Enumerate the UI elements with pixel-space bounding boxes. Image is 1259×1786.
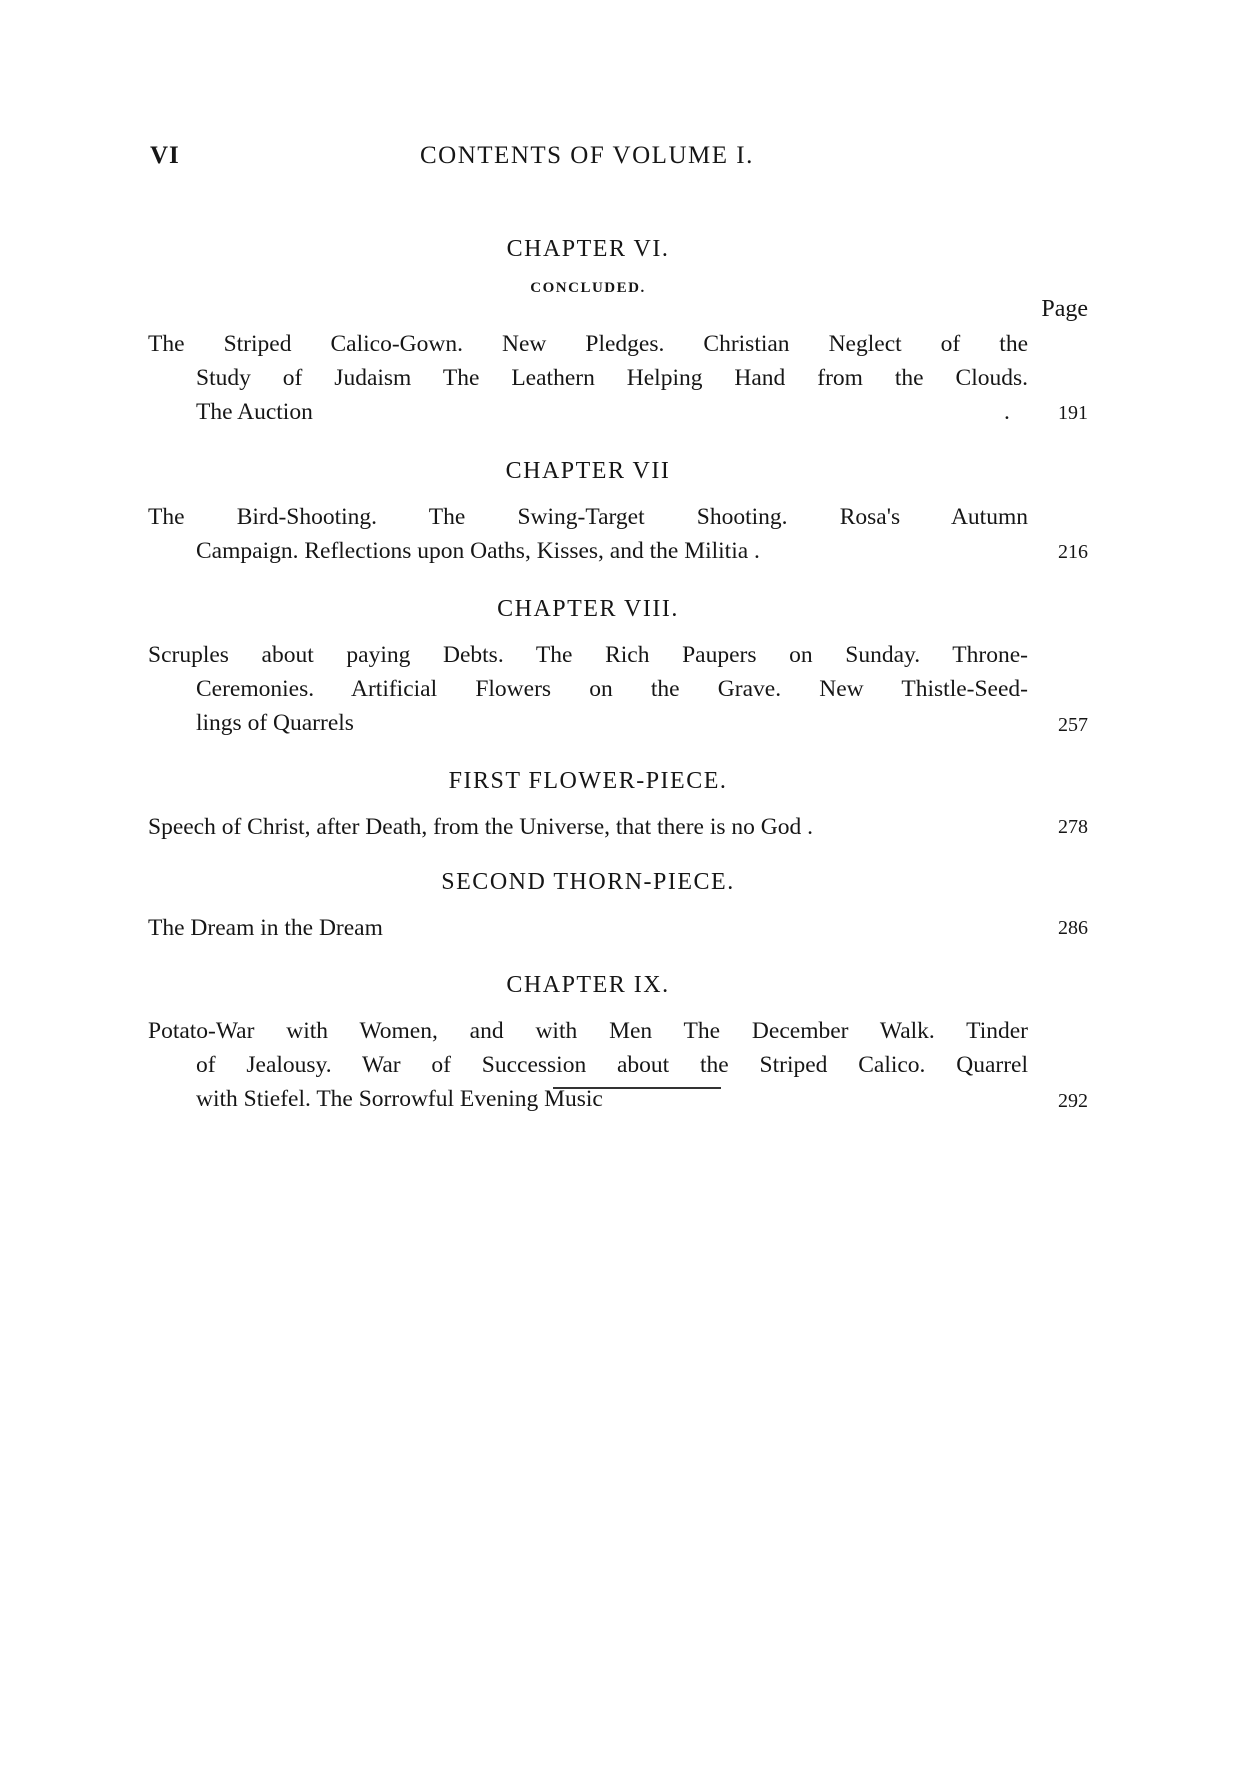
entry-line: Study of Judaism The Leathern Helping Hand from the Clouds. [196,365,1028,391]
entry-page-number: 278 [1058,816,1088,838]
closing-rule-divider [553,1087,721,1089]
section-subheading: CONCLUDED. [530,280,646,296]
entry-line: Potato-War with Women, and with Men The December Walk. Tinder [148,1018,1028,1044]
entry-line: lings of Quarrels [196,710,354,736]
entry-line: Speech of Christ, after Death, from the Universe, that there is no God . [148,814,813,840]
entry-page-number: 292 [1058,1090,1088,1112]
entry-line: of Jealousy. War of Succession about the Striped Calico. Quarrel [196,1052,1028,1078]
entry-line: Ceremonies. Artificial Flowers on the Grave. New Thistle-Seed- [196,676,1028,702]
entry-page-number: 216 [1058,541,1088,563]
section-heading: CHAPTER VI. [506,236,670,262]
entry-page-number: 286 [1058,917,1088,939]
toc-entry[interactable] [148,638,1028,740]
section-heading: CHAPTER VII [505,458,671,484]
entry-line-text: The Auction [196,399,313,425]
running-head [150,142,1090,182]
entry-page-number: 257 [1058,714,1088,736]
page-folio: VI [150,142,180,169]
toc-entry[interactable] [148,911,1028,945]
entry-line: with Stiefel. The Sorrowful Evening Music [196,1086,603,1112]
entry-line: The Bird-Shooting. The Swing-Target Shooting. Rosa's Autumn [148,504,1028,530]
toc-entry[interactable] [148,500,1028,568]
entry-line: The Dream in the Dream [148,915,383,941]
entry-line: Campaign. Reflections upon Oaths, Kisses, and the Militia . [196,538,760,564]
toc-entry[interactable] [148,810,1028,844]
section-heading: CHAPTER VIII. [497,596,679,622]
entry-line: Scruples about paying Debts. The Rich Paupers on Sunday. Throne- [148,642,1028,668]
leader-dot: . [1004,399,1010,425]
entry-line-last [148,395,1028,429]
page-title: CONTENTS OF VOLUME I. [420,142,754,169]
section-heading: CHAPTER IX. [506,972,670,998]
entry-line: The Striped Calico-Gown. New Pledges. Christian Neglect of the [148,331,1028,357]
entry-page-number: 191 [1058,402,1088,424]
section-heading: SECOND THORN-PIECE. [441,869,735,895]
page-column-label: Page [1041,296,1088,322]
section-heading: FIRST FLOWER-PIECE. [448,768,728,794]
toc-entry[interactable] [148,1014,1028,1116]
toc-entry[interactable] [148,327,1028,429]
